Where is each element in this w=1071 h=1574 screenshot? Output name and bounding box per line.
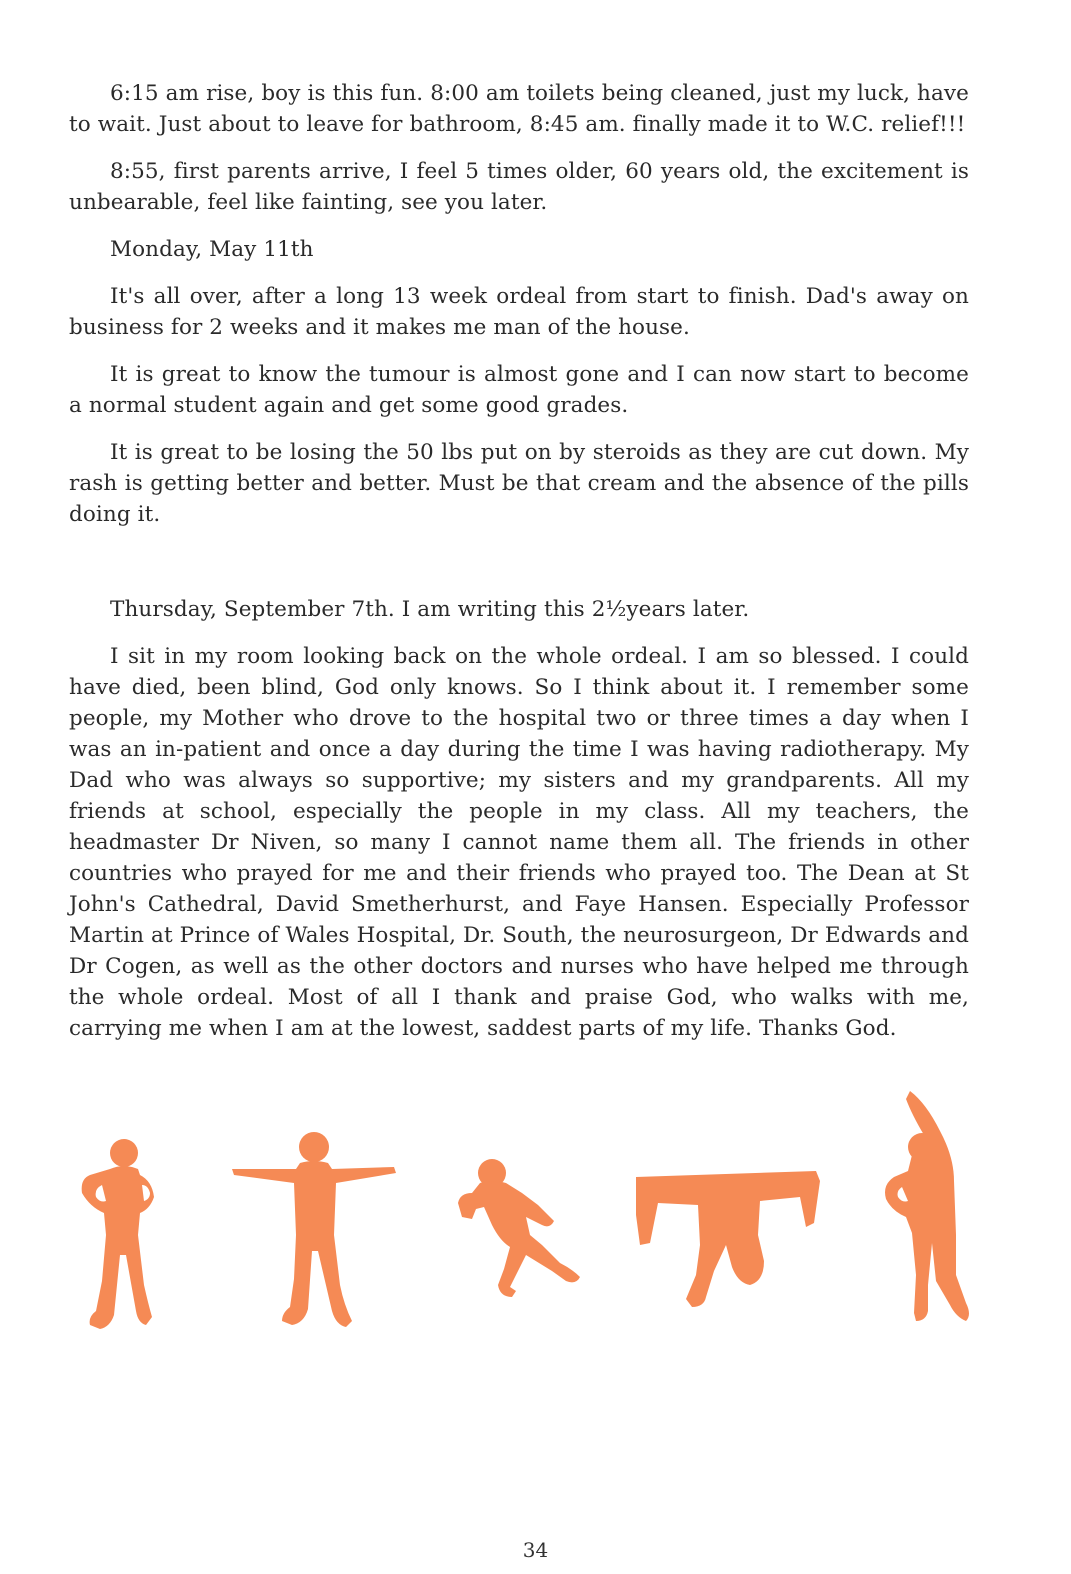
body-text	[69, 78, 969, 1044]
paragraph-reflection: I sit in my room looking back on the whole ordeal. I am so blessed. I could have died, been blind, God only knows. So I think about it. I remember some people, my Mother who drove to the hospital two or three times a day when I was an in-patient and once a day during the time I was having radiotherapy. My Dad who was always so supportive; my sisters and my grandparents. All my friends at school, especially the people in my class. All my teachers, the headmaster Dr Niven, so many I cannot name them all. The friends in other countries who prayed for me and their friends who prayed too. The Dean at St John's Cathedral, David Smetherhurst, and Faye Hansen. Especially Professor Martin at Prince of Wales Hospital, Dr. South, the neurosurgeon, Dr Edwards and Dr Cogen, as well as the other doctors and nurses who have helped me through the whole ordeal. Most of all I thank and praise God, who walks with me, carrying me when I am at the lowest, saddest parts of my life. Thanks God.	[69, 644, 969, 1041]
paragraph-tumour-gone: It is great to know the tumour is almost gone and I can now start to become a normal student again and get some good grades.	[69, 362, 969, 418]
paragraph-morning-routine: 6:15 am rise, boy is this fun. 8:00 am toilets being cleaned, just my luck, have to wait. Just about to leave for bathroom, 8:45 am. finally made it to W.C. relief!!!	[69, 81, 969, 137]
orange-figures-illustration	[60, 1085, 990, 1345]
paragraph-ordeal-over: It's all over, after a long 13 week ordeal from start to finish. Dad's away on business for 2 weeks and it makes me man of the house.	[69, 284, 969, 340]
date-heading-september-7: Thursday, September 7th. I am writing this 2½years later.	[110, 597, 750, 622]
bending-over-figure	[636, 1171, 820, 1307]
hands-on-hips-figure	[82, 1139, 154, 1329]
paragraph-parents-arrive: 8:55, first parents arrive, I feel 5 times older, 60 years old, the excitement is unbearable, feel like fainting, see you later.	[69, 159, 969, 215]
arms-outstretched-figure	[232, 1132, 396, 1327]
running-figure	[458, 1159, 580, 1297]
side-stretch-figure	[885, 1091, 969, 1321]
date-heading-may-11: Monday, May 11th	[110, 237, 314, 262]
paragraph-steroids: It is great to be losing the 50 lbs put on by steroids as they are cut down. My rash is getting better and better. Must be that cream and the absence of the pills doing it.	[69, 440, 969, 527]
page-number: 34	[522, 1538, 549, 1562]
